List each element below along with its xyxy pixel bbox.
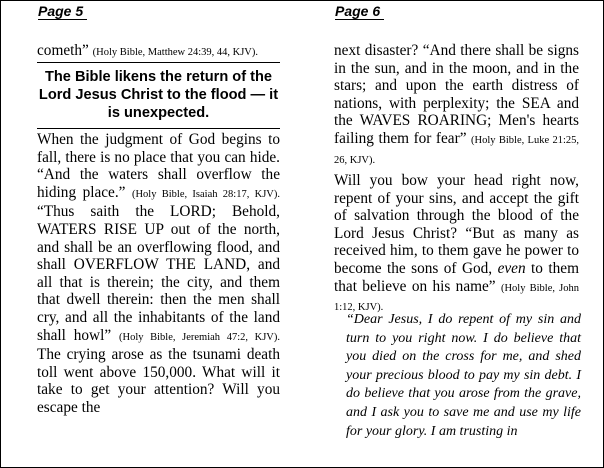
paragraph-text: Will you bow your head right now, repent of your sins, and accept the gift of salvation through the blood of the Lord Jesus Christ? “But as many as received him, to them gave he power to become the sons of God, (334, 172, 579, 277)
paragraph-text-tail: to them that believe on his name” (334, 259, 579, 295)
paragraph-judgment: When the judgment of God begins to fall, there is no place that you can hide. “And the waters shall overflow the hiding place.” (37, 131, 280, 201)
page-number: Page 5 (38, 3, 84, 19)
emphasis-word: even (497, 259, 526, 277)
continuation-quote: cometh” (37, 42, 89, 59)
main-paragraph (37, 131, 280, 417)
callout-top-rule (37, 62, 280, 63)
sinners-prayer: “Dear Jesus, I do repent of my sin and turn to you right now. I do believe that you died on the cross for me, and shed your precious blood to pay my sin debt. I do believe that you arose from the grave, and I ask you to save me and use my life for your glory. I am trusting in (346, 312, 581, 439)
scripture-citation: (Holy Bible, Matthew 24:39, 44, KJV). (92, 47, 259, 58)
scripture-citation: (Holy Bible, Isaiah 28:17, KJV). (131, 188, 280, 200)
scripture-citation: (Holy Bible, John 1:12, KJV). (334, 282, 579, 314)
callout-box: The Bible likens the return of the Lord Jesus Christ to the flood — it is unexpected. (38, 69, 279, 121)
paragraph-invitation (334, 172, 579, 317)
page-number: Page 6 (335, 3, 381, 19)
paragraph-signs (334, 42, 579, 169)
paragraph-text: next disaster? “And there shall be signs in the sun, and in the moon, and in the stars; and upon the earth distress of nations, with perplexity; the SEA and the WAVES ROARING; Men's hearts failing them for fear” (334, 42, 579, 147)
scripture-citation: (Holy Bible, Jeremiah 47:2, KJV). (118, 331, 281, 343)
callout-bottom-rule (37, 128, 280, 129)
scripture-citation: (Holy Bible, Luke 21:25, 26, KJV). (334, 134, 579, 166)
continuation-text (37, 42, 280, 62)
paragraph-tsunami: The crying arose as the tsunami death toll went above 150,000. What will it take to get your attention? Will you escape the (37, 346, 280, 416)
paragraph-jeremiah: “Thus saith the LORD; Behold, WATERS RISE UP out of the north, and shall be an overflowing flood, and shall OVERFLOW THE LAND, and all that is therein; the city, and them that dwell therein: then the men shall cry, and all the inhabitants of the land shall howl” (37, 203, 280, 344)
